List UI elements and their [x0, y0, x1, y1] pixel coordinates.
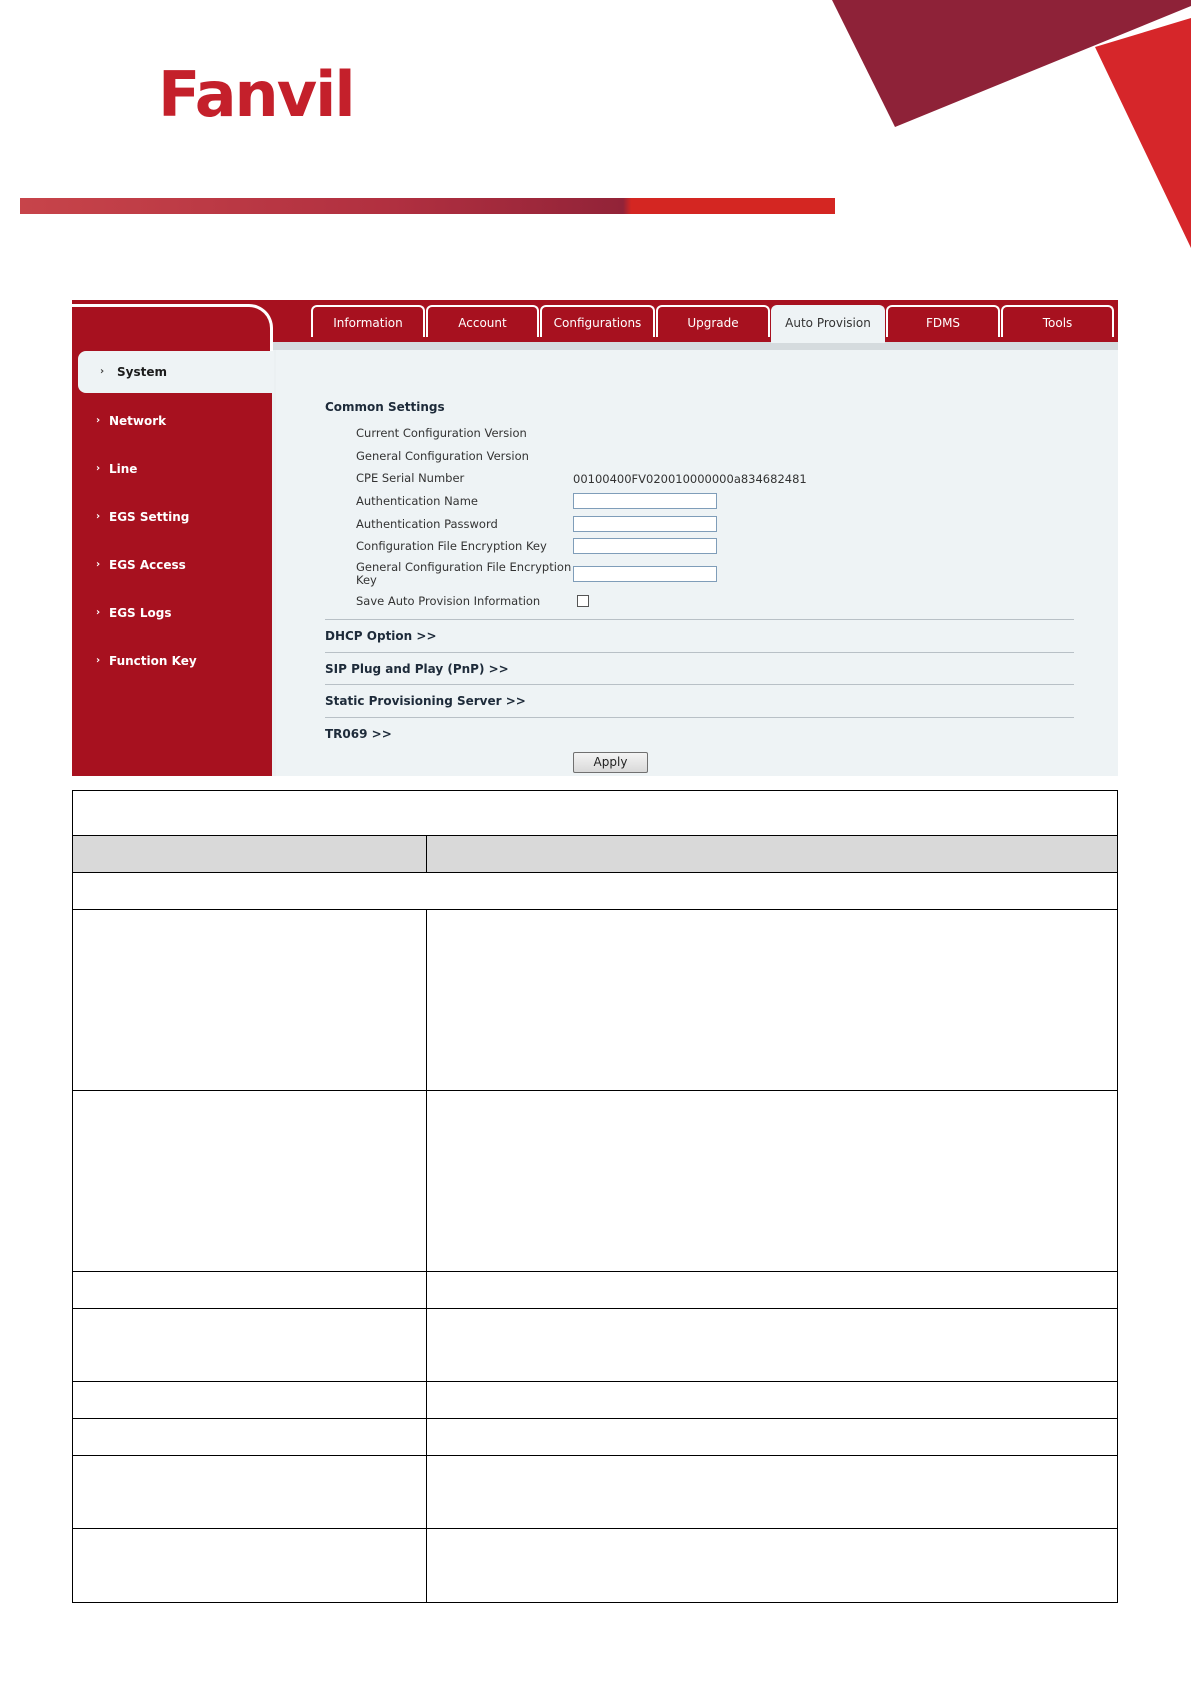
- content-header-strip: [270, 342, 1118, 350]
- config-key-label: Configuration File Encryption Key: [356, 539, 547, 553]
- section-divider: [325, 652, 1074, 653]
- section-divider: [325, 717, 1074, 718]
- table-row: [73, 1309, 1117, 1382]
- static-provisioning-toggle[interactable]: Static Provisioning Server >>: [325, 694, 526, 708]
- sidebar-item-label: Line: [109, 462, 138, 476]
- table-row: [73, 1419, 1117, 1456]
- save-info-checkbox[interactable]: [577, 595, 589, 607]
- table-row: [73, 910, 1117, 1091]
- tab-auto-provision[interactable]: Auto Provision: [771, 305, 885, 343]
- sip-pnp-toggle[interactable]: SIP Plug and Play (PnP) >>: [325, 662, 509, 676]
- auth-password-label: Authentication Password: [356, 517, 498, 531]
- tab-information[interactable]: Information: [311, 305, 425, 337]
- section-divider: [325, 684, 1074, 685]
- header-accent-bar: [20, 198, 835, 214]
- table-section-row: [73, 873, 1117, 910]
- general-key-label-line1: General Configuration File Encryption: [356, 560, 572, 574]
- config-key-input[interactable]: [573, 538, 717, 554]
- cpe-serial-value: 00100400FV020010000000a834682481: [573, 472, 807, 486]
- sidebar-item-egs-access[interactable]: [72, 544, 272, 586]
- apply-button[interactable]: Apply: [573, 752, 648, 773]
- chevron-right-icon: ›: [100, 366, 105, 377]
- tab-upgrade[interactable]: Upgrade: [656, 305, 770, 337]
- sidebar-item-network[interactable]: [72, 400, 272, 442]
- table-row: [73, 1456, 1117, 1529]
- current-config-version-label: Current Configuration Version: [356, 426, 527, 440]
- table-header-row: [73, 836, 1117, 873]
- common-settings-title: Common Settings: [325, 400, 445, 414]
- tab-account[interactable]: Account: [426, 305, 539, 337]
- general-key-input[interactable]: [573, 566, 717, 582]
- chevron-right-icon: ›: [96, 415, 101, 426]
- auth-name-input[interactable]: [573, 493, 717, 509]
- fanvil-logo: Fanvil: [158, 58, 354, 131]
- sidebar-item-system[interactable]: [78, 351, 274, 393]
- sidebar-corner: [72, 304, 273, 353]
- auto-provision-web-ui: [72, 300, 1118, 776]
- sidebar-item-label: Network: [109, 414, 167, 428]
- sidebar-item-label: EGS Logs: [109, 606, 172, 620]
- chevron-right-icon: ›: [96, 655, 101, 666]
- chevron-right-icon: ›: [96, 511, 101, 522]
- table-row: [73, 1091, 1117, 1272]
- tr069-toggle[interactable]: TR069 >>: [325, 727, 392, 741]
- tab-tools[interactable]: Tools: [1001, 305, 1114, 337]
- sidebar-item-label: Function Key: [109, 654, 197, 668]
- auth-password-input[interactable]: [573, 516, 717, 532]
- sidebar-item-function-key[interactable]: [72, 640, 272, 682]
- general-config-version-label: General Configuration Version: [356, 449, 529, 463]
- section-divider: [325, 619, 1074, 620]
- parameter-table: [72, 790, 1118, 1603]
- sidebar-item-egs-logs[interactable]: [72, 592, 272, 634]
- chevron-right-icon: ›: [96, 559, 101, 570]
- tab-configurations[interactable]: Configurations: [540, 305, 655, 337]
- sidebar-item-label: System: [117, 365, 167, 379]
- dhcp-option-toggle[interactable]: DHCP Option >>: [325, 629, 437, 643]
- chevron-right-icon: ›: [96, 607, 101, 618]
- general-key-label-line2: Key: [356, 573, 377, 587]
- sidebar-item-egs-setting[interactable]: [72, 496, 272, 538]
- table-row: [73, 1382, 1117, 1419]
- cpe-serial-label: CPE Serial Number: [356, 471, 465, 485]
- auth-name-label: Authentication Name: [356, 494, 479, 508]
- table-caption-row: [73, 791, 1117, 836]
- sidebar-item-label: EGS Access: [109, 558, 186, 572]
- table-row: [73, 1272, 1117, 1309]
- tab-fdms[interactable]: FDMS: [886, 305, 1000, 337]
- general-key-label: [356, 561, 571, 587]
- sidebar-item-label: EGS Setting: [109, 510, 190, 524]
- sidebar-item-line[interactable]: [72, 448, 272, 490]
- table-row: [73, 1529, 1117, 1602]
- save-info-label: Save Auto Provision Information: [356, 594, 541, 608]
- chevron-right-icon: ›: [96, 463, 101, 474]
